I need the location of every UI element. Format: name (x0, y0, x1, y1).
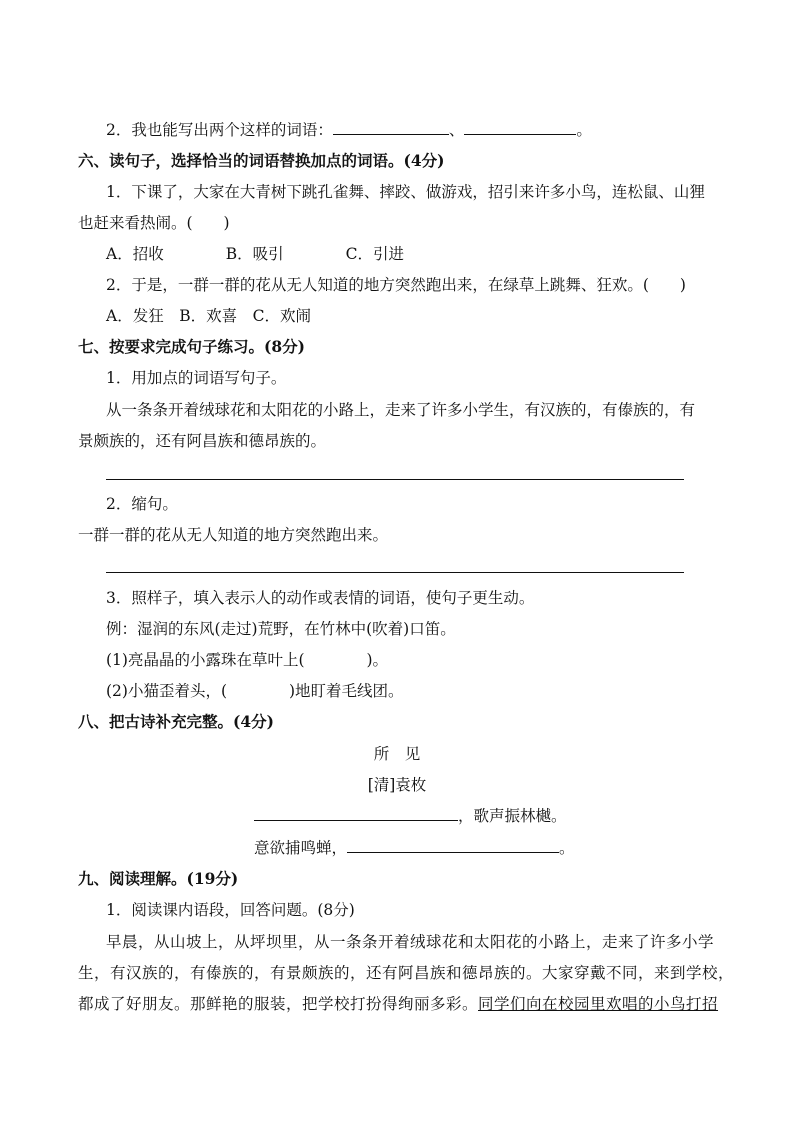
passage-line-1: 早晨，从山坡上，从坪坝里，从一条条开着绒球花和太阳花的小路上，走来了许多小学 (106, 933, 715, 951)
s7-q3: 3．照样子，填入表示人的动作或表情的词语，使句子更生动。 (106, 589, 535, 607)
answer-blank-2[interactable] (464, 120, 576, 135)
poem-blank-1[interactable] (254, 806, 458, 821)
s6-q2-options: A．发狂 B．欢喜 C．欢闹 (106, 307, 311, 325)
s7-q2: 2．缩句。 (106, 495, 178, 513)
s7-q1-line2: 景颇族的，还有阿昌族和德昂族的。 (78, 432, 327, 450)
s6-q2-line: 2．于是，一群一群的花从无人知道的地方突然跑出来，在绿草上跳舞、狂欢。( ) (106, 276, 686, 294)
s6-q1-options: A．招收 B．吸引 C．引进 (106, 245, 404, 263)
poem-line-2: 意欲捕鸣蝉， 。 (254, 839, 575, 857)
poem-blank-2[interactable] (347, 838, 559, 853)
s7-q3-example: 例：湿润的东风(走过)荒野，在竹林中(吹着)口笛。 (106, 620, 456, 638)
section-7-title: 七、按要求完成句子练习。(8分) (78, 337, 305, 356)
s7-q3-a: (1)亮晶晶的小露珠在草叶上( )。 (106, 651, 389, 669)
poem-line-1: ，歌声振林樾。 (254, 806, 567, 826)
s6-q1-line1: 1．下课了，大家在大青树下跳孔雀舞、摔跤、做游戏，招引来许多小鸟，连松鼠、山狸 (106, 183, 705, 201)
poem-author: [清]袁枚 (367, 776, 427, 794)
section-9-title: 九、阅读理解。(19分) (78, 869, 239, 888)
passage-line-2: 生，有汉族的，有傣族的，有景颇族的，还有阿昌族和德昂族的。大家穿戴不同，来到学校， (78, 964, 735, 982)
s7-q1-line1: 从一条条开着绒球花和太阳花的小路上，走来了许多小学生，有汉族的，有傣族的，有 (106, 401, 696, 419)
answer-line-1[interactable] (106, 479, 684, 480)
s5-q2: 2．我也能写出两个这样的词语： 、 。 (106, 121, 592, 139)
answer-line-2[interactable] (106, 572, 684, 573)
s7-q2-line: 一群一群的花从无人知道的地方突然跑出来。 (78, 526, 389, 544)
answer-blank-1[interactable] (333, 120, 449, 135)
underlined-sentence: 同学们向在校园里欢唱的小鸟打招 (478, 995, 719, 1013)
s7-q1: 1．用加点的词语写句子。 (106, 369, 287, 387)
s6-q1-line2: 也赶来看热闹。( ) (78, 214, 230, 232)
s7-q3-b: (2)小猫歪着头，( )地盯着毛线团。 (106, 682, 404, 700)
section-6-title: 六、读句子，选择恰当的词语替换加点的词语。(4分) (78, 151, 445, 170)
s9-q1: 1．阅读课内语段，回答问题。(8分) (106, 901, 355, 919)
poem-title: 所 见 (373, 745, 421, 763)
passage-line-3: 都成了好朋友。那鲜艳的服装，把学校打扮得绚丽多彩。同学们向在校园里欢唱的小鸟打招 (78, 995, 719, 1013)
section-8-title: 八、把古诗补充完整。(4分) (78, 712, 274, 731)
